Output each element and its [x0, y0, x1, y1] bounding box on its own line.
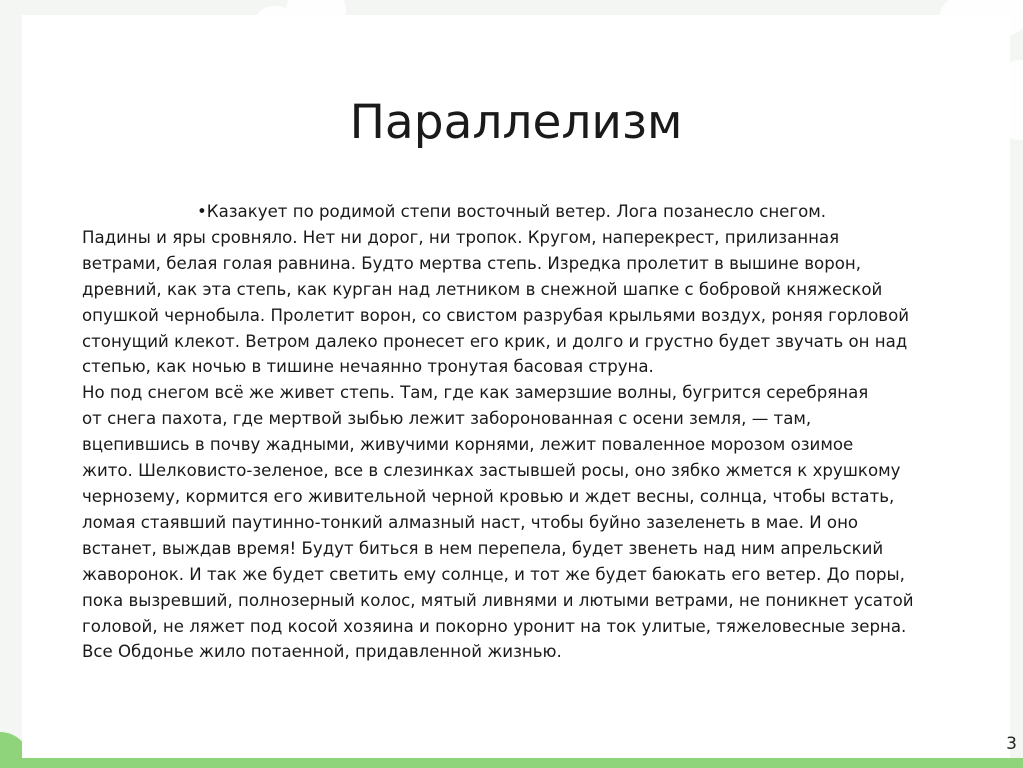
- slide-body-text: [82, 199, 982, 665]
- text-line: опушкой чернобыла. Пролетит ворон, со свистом разрубая крыльями воздух, роняя горловой: [82, 305, 910, 325]
- text-line: Падины и яры сровняло. Нет ни дорог, ни тропок. Кругом, наперекрест, прилизанная: [82, 227, 840, 247]
- text-line: чернозему, кормится его живительной черной кровью и ждет весны, солнца, чтобы встать,: [82, 486, 895, 506]
- text-line: Но под снегом всё же живет степь. Там, где как замерзшие волны, бугрится серебряная: [82, 383, 869, 403]
- text-line: жито. Шелковисто-зеленое, все в слезинках застывшей росы, оно зябко жмется к хрушкому: [82, 461, 901, 481]
- text-line: от снега пахота, где мертвой зыбью лежит заборонованная с осени земля, — там,: [82, 409, 812, 429]
- text-line: Все Обдонье жило потаенной, придавленной жизнью.: [82, 642, 562, 662]
- text-line: пока вызревший, полнозерный колос, мятый ливнями и лютыми ветрами, не поникнет усатой: [82, 590, 914, 610]
- slide-title: Параллелизм: [349, 95, 683, 150]
- text-line: встанет, выждав время! Будут биться в нем перепела, будет звенеть над ним апрельский: [82, 538, 884, 558]
- slide-content-card: [22, 15, 1010, 758]
- text-line: ломая стаявший паутинно-тонкий алмазный наст, чтобы буйно зазеленеть в мае. И оно: [82, 512, 859, 532]
- text-line: ветрами, белая голая равнина. Будто мертва степь. Изредка пролетит в вышине ворон,: [82, 253, 861, 273]
- text-line: степью, как ночью в тишине нечаянно тронутая басовая струна.: [82, 357, 654, 377]
- page-number: 3: [1006, 734, 1017, 754]
- bottom-accent-bar: [0, 758, 1023, 768]
- text-line: жаворонок. И так же будет светить ему солнце, и тот же будет баюкать его ветер. До поры,: [82, 564, 905, 584]
- text-line: стонущий клекот. Ветром далеко пронесет его крик, и долго и грустно будет звучать он над: [82, 331, 908, 351]
- text-line: древний, как эта степь, как курган над летником в снежной шапке с бобровой княжеской: [82, 279, 883, 299]
- text-line: •Казакует по родимой степи восточный ветер. Лога позанесло снегом.: [197, 202, 827, 221]
- text-line: головой, не ляжет под косой хозяина и покорно уронит на ток улитые, тяжеловесные зерна.: [82, 616, 907, 636]
- text-line: вцепившись в почву жадными, живучими корнями, лежит поваленное морозом озимое: [82, 435, 854, 455]
